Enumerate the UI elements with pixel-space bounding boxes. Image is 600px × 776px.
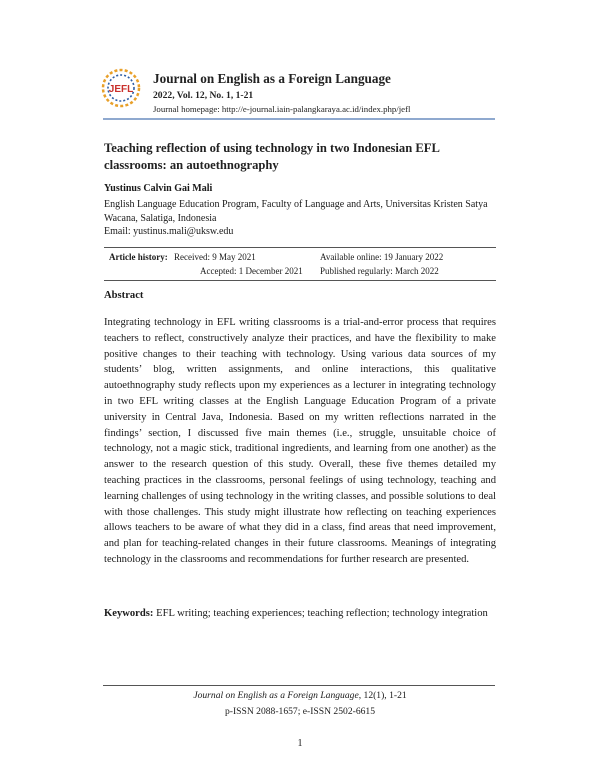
footer-citation-detail: , 12(1), 1-21 (358, 690, 407, 701)
history-accepted: Accepted: 1 December 2021 (200, 266, 303, 276)
page-number: 1 (297, 738, 303, 749)
history-received: Received: 9 May 2021 (174, 252, 256, 262)
history-published: Published regularly: March 2022 (320, 266, 439, 276)
article-title: Teaching reflection of using technology in two Indonesian EFL classrooms: an autoethnography (104, 141, 440, 172)
abstract-heading: Abstract (104, 290, 144, 301)
article-history-box (104, 247, 496, 281)
logo-text: JEFL (108, 84, 134, 95)
journal-homepage[interactable]: Journal homepage: http://e-journal.iain-palangkaraya.ac.id/index.php/jefl (153, 104, 411, 114)
journal-title: Journal on English as a Foreign Language (153, 71, 391, 86)
footer-issn: p-ISSN 2088-1657; e-ISSN 2502-6615 (224, 706, 376, 717)
footer-divider (103, 685, 495, 686)
footer-journal-name: Journal on English as a Foreign Language (193, 690, 359, 701)
keywords-section (104, 606, 496, 622)
history-label: Article history: (109, 252, 168, 262)
keywords-text: EFL writing; teaching experiences; teaching reflection; technology integration (156, 608, 488, 619)
author-email[interactable]: Email: yustinus.mali@uksw.edu (104, 226, 234, 237)
author-name: Yustinus Calvin Gai Mali (104, 183, 213, 194)
abstract-body: Integrating technology in EFL writing classrooms is a trial-and-error process that requires teachers to reflect, constructively analyze their practices, and have the flexibility to make positive changes to their teaching with technology. Using various data sources of my students’ blog, written assignments, and online interactions, this qualitative autoethnography study reflects upon my experiences as a lecturer in integrating technology in two EFL writing classes at the English Language Education Program of a private university in Central Java, Indonesia. Based on my written reflections narrated in the findings’ section, I discussed five main themes (i.e., struggle, unsuitable choice of technology, not a magic stick, traditional ingredients, and learning from one another) as the answer to the research question of this study. Overall, these five themes detailed my teaching practices in the classrooms, personal feelings of using technology, teaching and learning challenges of using technology in the writing classes, and possible solutions to deal with those challenges. This study might illustrate how reflecting on teaching experiences allows teachers to be aware of what they did in a class, find areas that need improvement, and plan for teaching-related changes in their future classrooms. Meanings of integrating technology in the classrooms and recommendations for further research are presented. (104, 317, 496, 565)
author-affiliation: English Language Education Program, Faculty of Language and Arts, Universitas Kristen Satya Wacana, Salatiga, Indonesia (104, 199, 488, 224)
history-available: Available online: 19 January 2022 (320, 252, 444, 262)
volume-line: 2022, Vol. 12, No. 1, 1-21 (153, 90, 254, 101)
journal-logo (99, 66, 143, 110)
keywords-label: Keywords: (104, 608, 157, 619)
header-divider (103, 118, 495, 120)
footer-citation (0, 690, 600, 701)
